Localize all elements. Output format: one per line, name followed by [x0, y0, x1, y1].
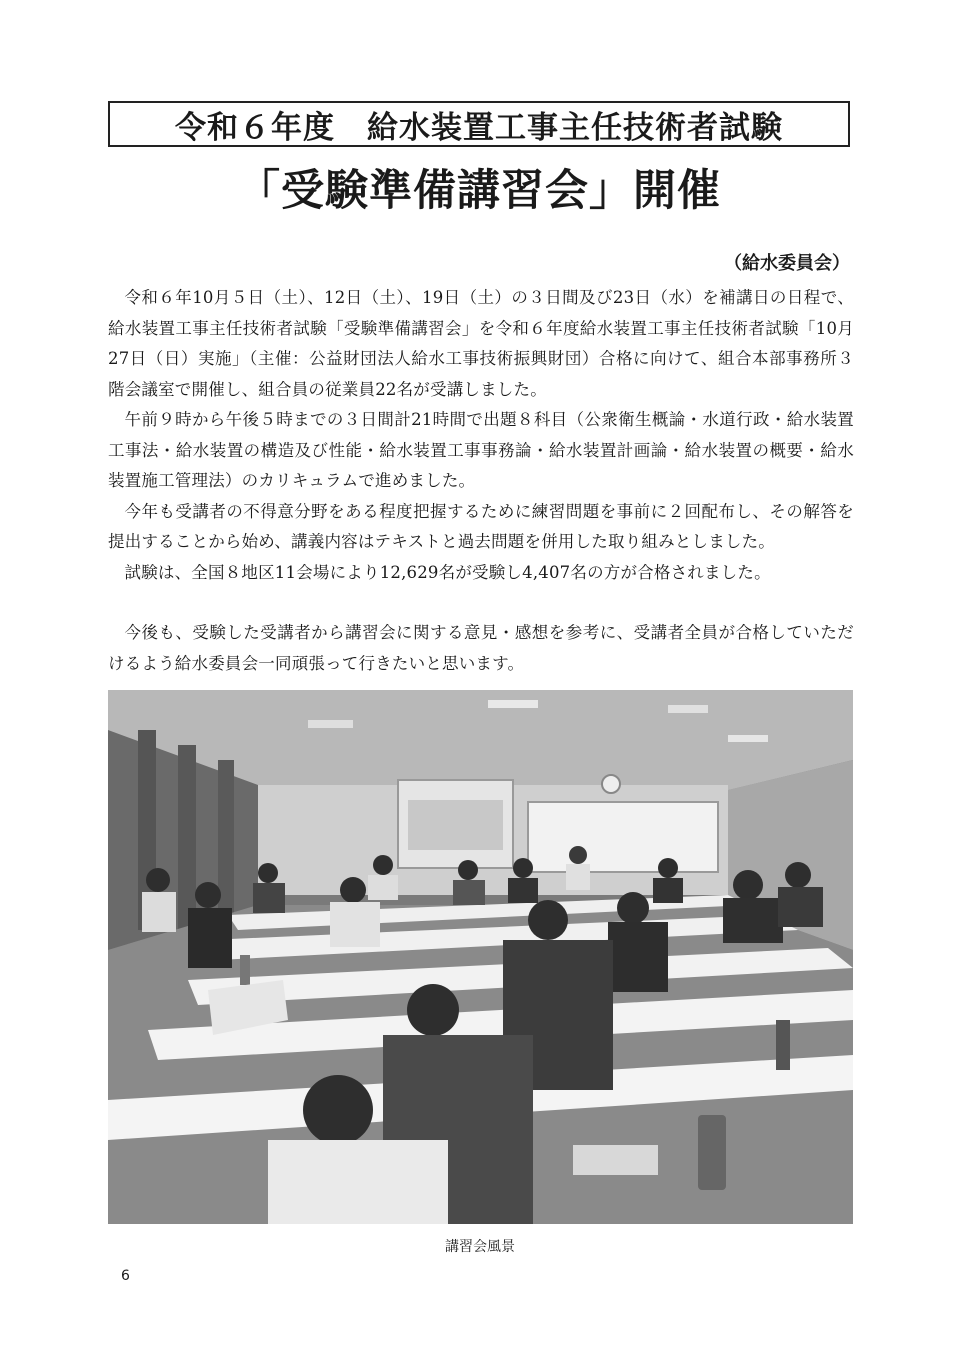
- paragraph-5: 今後も、受験した受講者から講習会に関する意見・感想を参考に、受講者全員が合格していただけるよう給水委員会一同頑張って行きたいと思います。: [108, 623, 854, 673]
- title-box: [108, 101, 850, 147]
- page-subtitle: 「受験準備講習会」開催: [237, 166, 721, 216]
- photo-caption: 講習会風景: [445, 1239, 515, 1255]
- paragraph-2: 午前９時から午後５時までの３日間計21時間で出題８科目（公衆衛生概論・水道行政・給水装置工事法・給水装置の構造及び性能・給水装置工事事務論・給水装置計画論・給水装置の概要・給水装置施工管理法）のカリキュラムで進めました。: [108, 410, 854, 490]
- page-number: 6: [121, 1268, 130, 1284]
- seminar-photo: [108, 690, 853, 1224]
- paragraph-gap: [108, 588, 854, 618]
- article-body: [108, 283, 854, 679]
- page-title: 令和６年度 給水装置工事主任技術者試験: [175, 109, 783, 146]
- author-label: （給水委員会）: [724, 253, 850, 274]
- paragraph-3: 今年も受講者の不得意分野をある程度把握するために練習問題を事前に２回配布し、その解答を提出することから始め、講義内容はテキストと過去問題を併用した取り組みとしました。: [108, 501, 854, 551]
- paragraph-1: 令和６年10月５日（土）、12日（土）、19日（土）の３日間及び23日（水）を補講日の日程で、給水装置工事主任技術者試験「受験準備講習会」を令和６年度給水装置工事主任技術者試験「10月27日（日）実施」（主催：公益財団法人給水工事技術振興財団）合格に向けて、組合本部事務所３階会議室で開催し、組合員の従業員22名が受講しました。: [108, 288, 854, 399]
- paragraph-4: 試験は、全国８地区11会場により12,629名が受験し4,407名の方が合格されました。: [124, 562, 771, 582]
